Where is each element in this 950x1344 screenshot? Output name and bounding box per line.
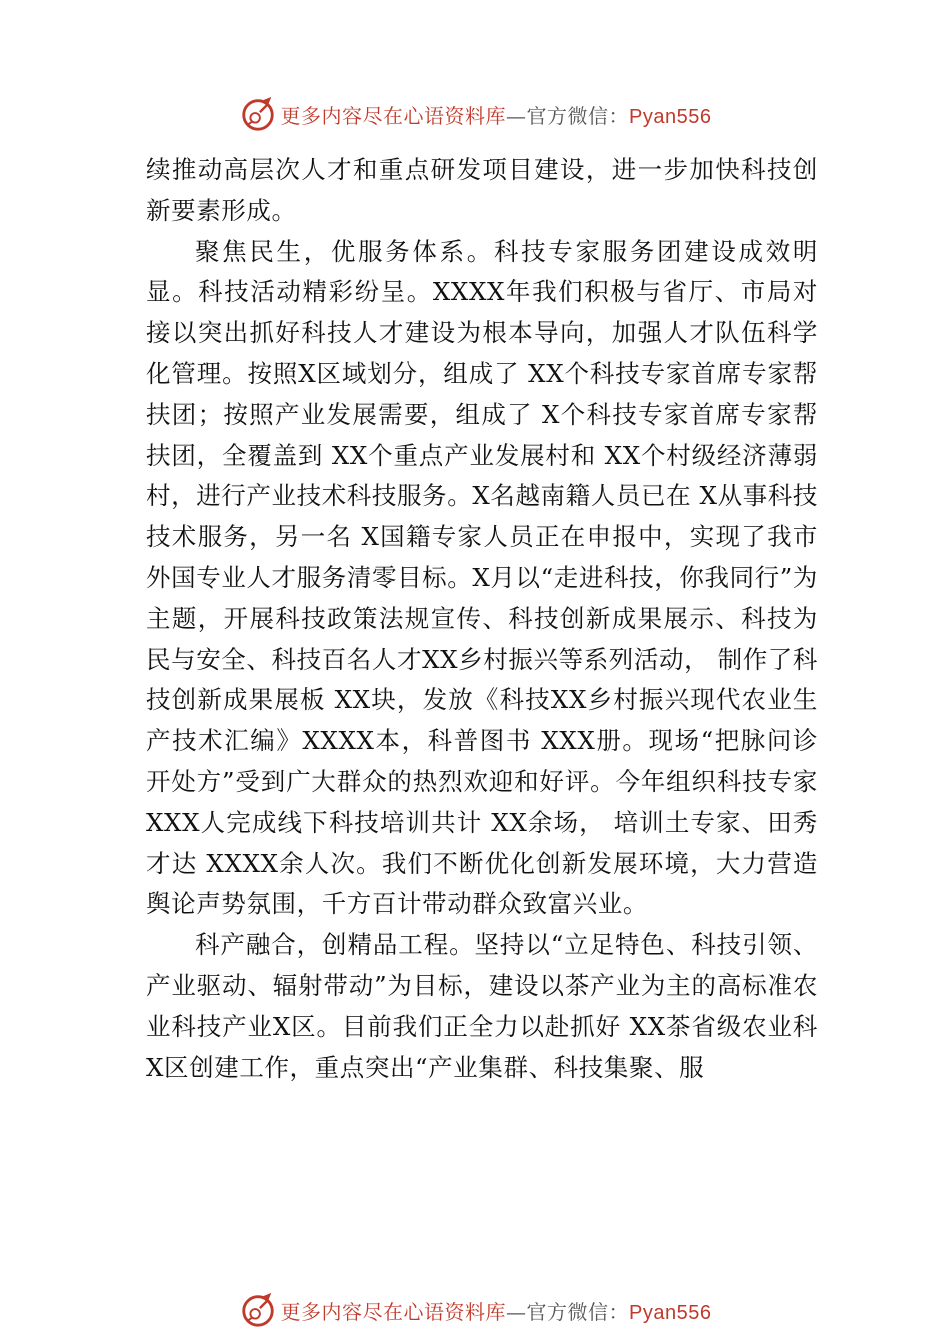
footer-banner	[0, 1290, 950, 1330]
brand-logo-icon	[239, 95, 277, 133]
header-banner	[0, 94, 950, 134]
footer-banner-main: 更多内容尽在心语资料库	[280, 1299, 507, 1324]
header-banner-main: 更多内容尽在心语资料库	[280, 103, 507, 128]
paragraph-science-industry: 科产融合，创精品工程。坚持以“立足特色、科技引领、产业驱动、辐射带动”为目标，建设以茶产业为主的高标准农业科技产业X区。目前我们正全力以赴抓好 XX茶省级农业科X区创建工作，重点突出“产业集群、科技集聚、服	[146, 930, 818, 1082]
footer-banner-wechat: Pyan556	[629, 1301, 712, 1324]
document-body	[146, 150, 818, 1088]
brand-logo-icon	[239, 1291, 277, 1329]
header-banner-text	[281, 100, 712, 129]
footer-banner-sub: —官方微信：	[506, 1299, 630, 1324]
paragraph-continuation: 续推动高层次人才和重点研发项目建设，进一步加快科技创新要素形成。	[146, 155, 818, 225]
header-banner-sub: —官方微信：	[506, 103, 630, 128]
paragraph-livelihood-services: 聚焦民生，优服务体系。科技专家服务团建设成效明显。科技活动精彩纷呈。XXXX年我们积极与省厅、市局对接以突出抓好科技人才建设为根本导向，加强人才队伍科学化管理。按照X区域划分，组成了 XX个科技专家首席专家帮扶团；按照产业发展需要，组成了 X个科技专家首席专家帮扶团，全覆盖到 XX个重点产业发展村和 XX个村级经济薄弱村，进行产业技术科技服务。X名越南籍人员已在 X从事科技技术服务，另一名 X国籍专家人员正在申报中，实现了我市外国专业人才服务清零目标。X月以“走进科技，你我同行”为主题，开展科技政策法规宣传、科技创新成果展示、科技为民与安全、科技百名人才XX乡村振兴等系列活动， 制作了科技创新成果展板 XX块，发放《科技XX乡村振兴现代农业生产技术汇编》XXXX本，科普图书 XXX册。现场“把脉问诊开处方”受到广大群众的热烈欢迎和好评。今年组织科技专家 XXX人完成线下科技培训共计 XX余场， 培训土专家、田秀才达 XXXX余人次。我们不断优化创新发展环境，大力营造舆论声势氛围，千方百计带动群众致富兴业。	[146, 236, 818, 919]
footer-banner-text	[281, 1296, 712, 1325]
header-banner-wechat: Pyan556	[629, 105, 712, 128]
